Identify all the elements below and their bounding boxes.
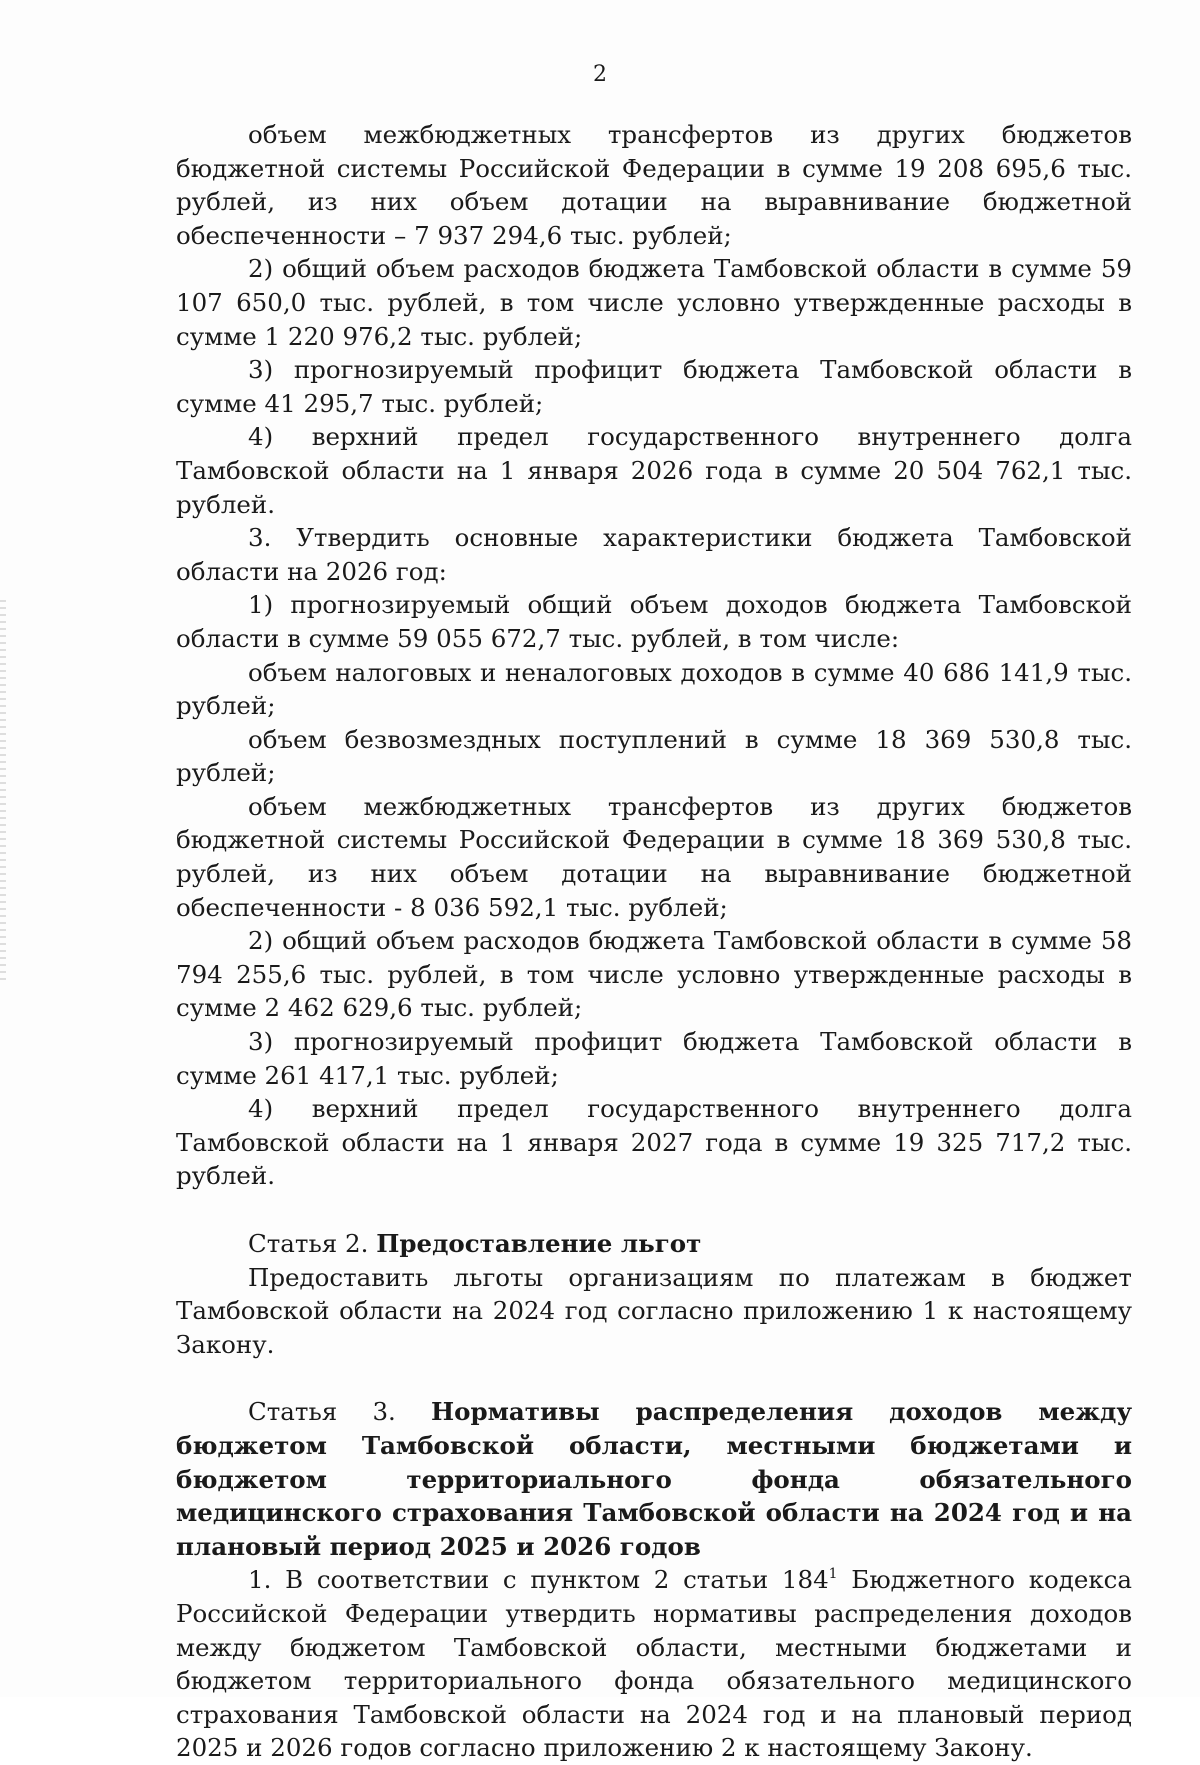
scan-artifact	[0, 600, 6, 980]
paragraph-gratuitous-2026: объем безвозмездных поступлений в сумме 18 369 530,8 тыс. рублей;	[176, 724, 1132, 788]
paragraph-revenue-2026: 1) прогнозируемый общий объем доходов бюджета Тамбовской области в сумме 59 055 672,7 тыс. рублей, в том числе:	[176, 590, 1132, 653]
article-3-heading	[176, 1395, 1132, 1563]
article-3-title: Нормативы распределения доходов между бюджетом Тамбовской области, местными бюджетами и бюджетом территориального фонда обязательного медицинского страхования Тамбовской области на 2024 год и на плановый период 2025 и 2026 годов	[176, 1397, 1132, 1561]
document-body	[176, 118, 1132, 1765]
article-3-body-start: 1. В соответствии с пунктом 2 статьи 184	[248, 1565, 829, 1595]
article-2-prefix: Статья 2.	[248, 1229, 377, 1258]
page-number: 2	[593, 62, 607, 87]
article-2-body: Предоставить льготы организациям по платежам в бюджет Тамбовской области на 2024 год согласно приложению 1 к настоящему Закону.	[176, 1262, 1132, 1359]
article-3-prefix: Статья 3.	[248, 1397, 432, 1427]
article-3-body	[176, 1563, 1132, 1765]
paragraph-expenses-2025: 2) общий объем расходов бюджета Тамбовской области в сумме 59 107 650,0 тыс. рублей, в том числе условно утвержденные расходы в сумме 1 220 976,2 тыс. рублей;	[176, 254, 1132, 351]
paragraph-item-3-2026: 3. Утвердить основные характеристики бюджета Тамбовской области на 2026 год:	[176, 523, 1132, 586]
article-2-title: Предоставление льгот	[376, 1229, 702, 1258]
paragraph-surplus-2026: 3) прогнозируемый профицит бюджета Тамбовской области в сумме 261 417,1 тыс. рублей;	[176, 1027, 1132, 1090]
paragraph-debt-limit-2025: 4) верхний предел государственного внутреннего долга Тамбовской области на 1 января 2026 года в сумме 20 504 762,1 тыс. рублей.	[176, 422, 1132, 519]
paragraph-tax-revenue-2026: объем налоговых и неналоговых доходов в сумме 40 686 141,9 тыс. рублей;	[176, 657, 1132, 721]
article-superscript: 1	[828, 1566, 838, 1583]
paragraph-debt-limit-2026: 4) верхний предел государственного внутреннего долга Тамбовской области на 1 января 2027 года в сумме 19 325 717,2 тыс. рублей.	[176, 1094, 1132, 1191]
paragraph-expenses-2026: 2) общий объем расходов бюджета Тамбовской области в сумме 58 794 255,6 тыс. рублей, в том числе условно утвержденные расходы в сумме 2 462 629,6 тыс. рублей;	[176, 926, 1132, 1023]
paragraph-transfers-2025: объем межбюджетных трансфертов из других бюджетов бюджетной системы Российской Федерации в сумме 19 208 695,6 тыс. рублей, из них объем дотации на выравнивание бюджетной обеспеченности – 7 937 294,6 тыс. рублей;	[176, 120, 1132, 250]
article-3-body-end: Бюджетного кодекса Российской Федерации утвердить нормативы распределения доходов между бюджетом Тамбовской области, местными бюджетами и бюджетом территориального фонда обязательного медицинского страхования Тамбовской области на 2024 год и на плановый период 2025 и 2026 годов согласно приложению 2 к настоящему Закону.	[176, 1565, 1132, 1763]
article-2-heading	[176, 1227, 1132, 1261]
paragraph-surplus-2025: 3) прогнозируемый профицит бюджета Тамбовской области в сумме 41 295,7 тыс. рублей;	[176, 355, 1132, 418]
paragraph-transfers-2026: объем межбюджетных трансфертов из других бюджетов бюджетной системы Российской Федерации в сумме 18 369 530,8 тыс. рублей, из них объем дотации на выравнивание бюджетной обеспеченности - 8 036 592,1 тыс. рублей;	[176, 791, 1132, 922]
